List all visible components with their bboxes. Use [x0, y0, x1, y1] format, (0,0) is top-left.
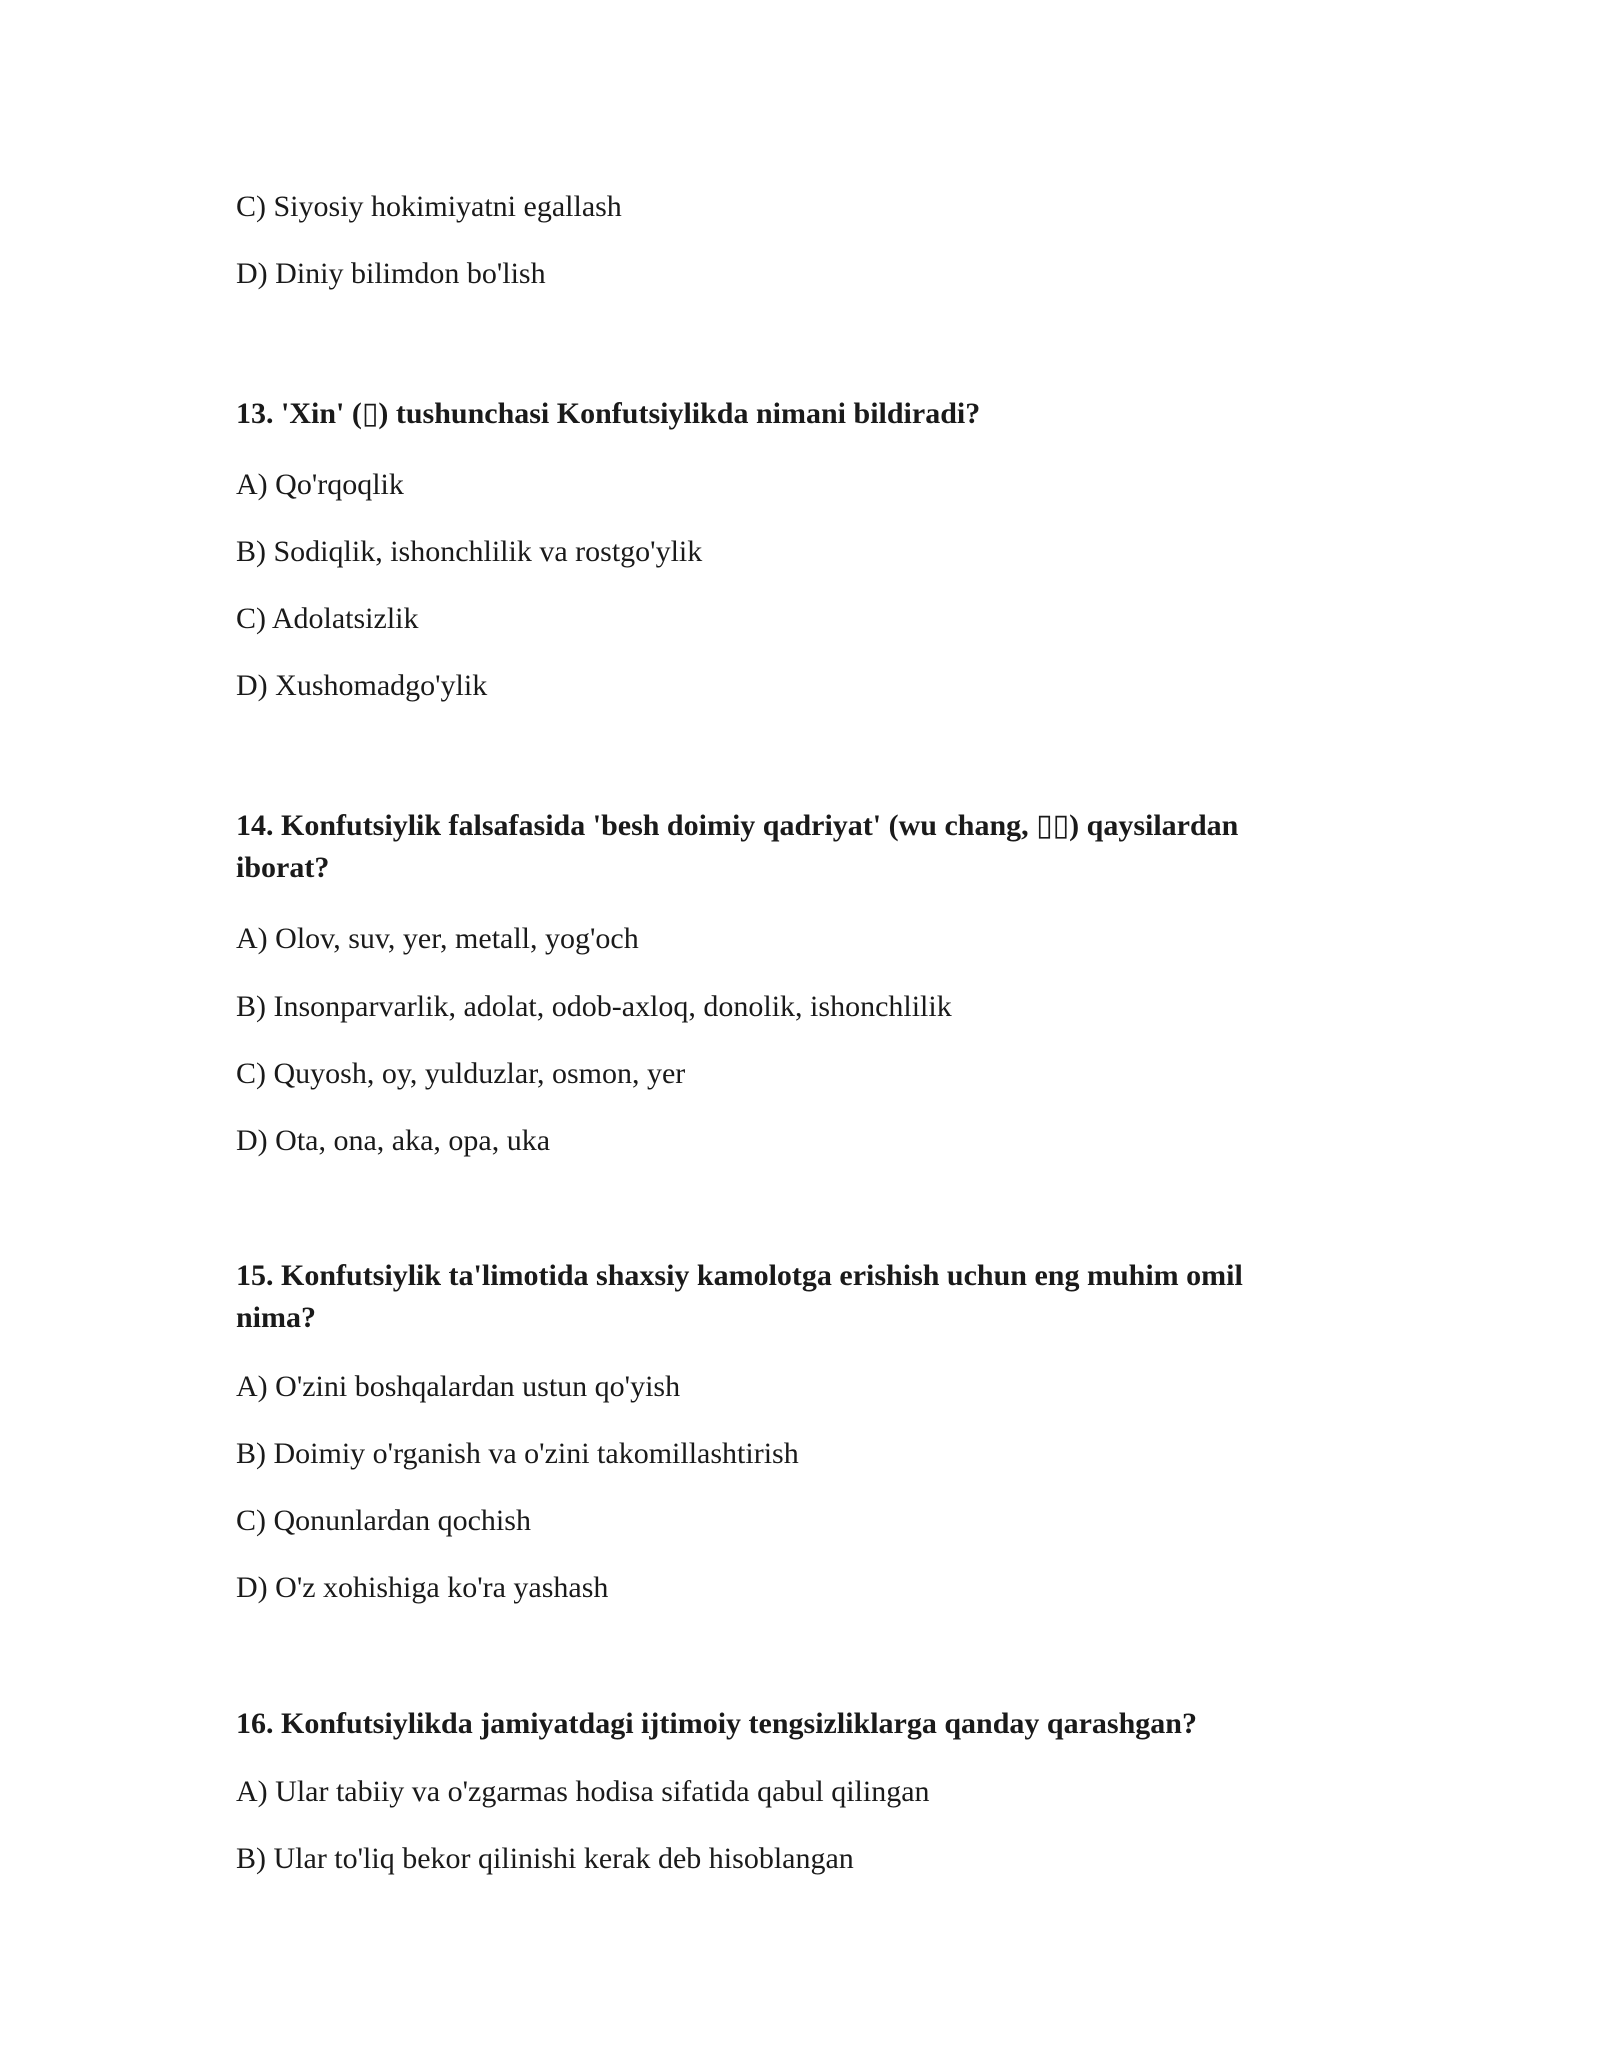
option-12-d: D) Diniy bilimdon bo'lish — [236, 257, 546, 290]
question-13: 13. 'Xin' (▯) tushunchasi Konfutsiylikda nimani bildiradi? — [236, 397, 981, 430]
option-14-c: C) Quyosh, oy, yulduzlar, osmon, yer — [236, 1057, 686, 1090]
option-14-a: A) Olov, suv, yer, metall, yog'och — [236, 922, 639, 955]
option-14-b: B) Insonparvarlik, adolat, odob-axloq, donolik, ishonchlilik — [236, 990, 952, 1023]
option-13-c: C) Adolatsizlik — [236, 602, 419, 635]
option-16-a: A) Ular tabiiy va o'zgarmas hodisa sifatida qabul qilingan — [236, 1775, 930, 1808]
option-13-b: B) Sodiqlik, ishonchlilik va rostgo'ylik — [236, 535, 703, 568]
option-15-c: C) Qonunlardan qochish — [236, 1504, 531, 1537]
option-14-d: D) Ota, ona, aka, opa, uka — [236, 1124, 551, 1157]
question-15: 15. Konfutsiylik ta'limotida shaxsiy kamolotga erishish uchun eng muhim omil nima? — [236, 1259, 1243, 1334]
question-14: 14. Konfutsiylik falsafasida 'besh doimiy qadriyat' (wu chang, ▯▯) qaysilardan iborat? — [236, 809, 1239, 884]
option-13-d: D) Xushomadgo'ylik — [236, 669, 488, 702]
option-12-c: C) Siyosiy hokimiyatni egallash — [236, 190, 622, 223]
option-15-a: A) O'zini boshqalardan ustun qo'yish — [236, 1370, 681, 1403]
question-16: 16. Konfutsiylikda jamiyatdagi ijtimoiy tengsizliklarga qanday qarashgan? — [236, 1707, 1197, 1740]
option-15-b: B) Doimiy o'rganish va o'zini takomillashtirish — [236, 1437, 799, 1470]
option-16-b: B) Ular to'liq bekor qilinishi kerak deb hisoblangan — [236, 1842, 854, 1875]
option-13-a: A) Qo'rqoqlik — [236, 468, 404, 501]
option-15-d: D) O'z xohishiga ko'ra yashash — [236, 1571, 609, 1604]
